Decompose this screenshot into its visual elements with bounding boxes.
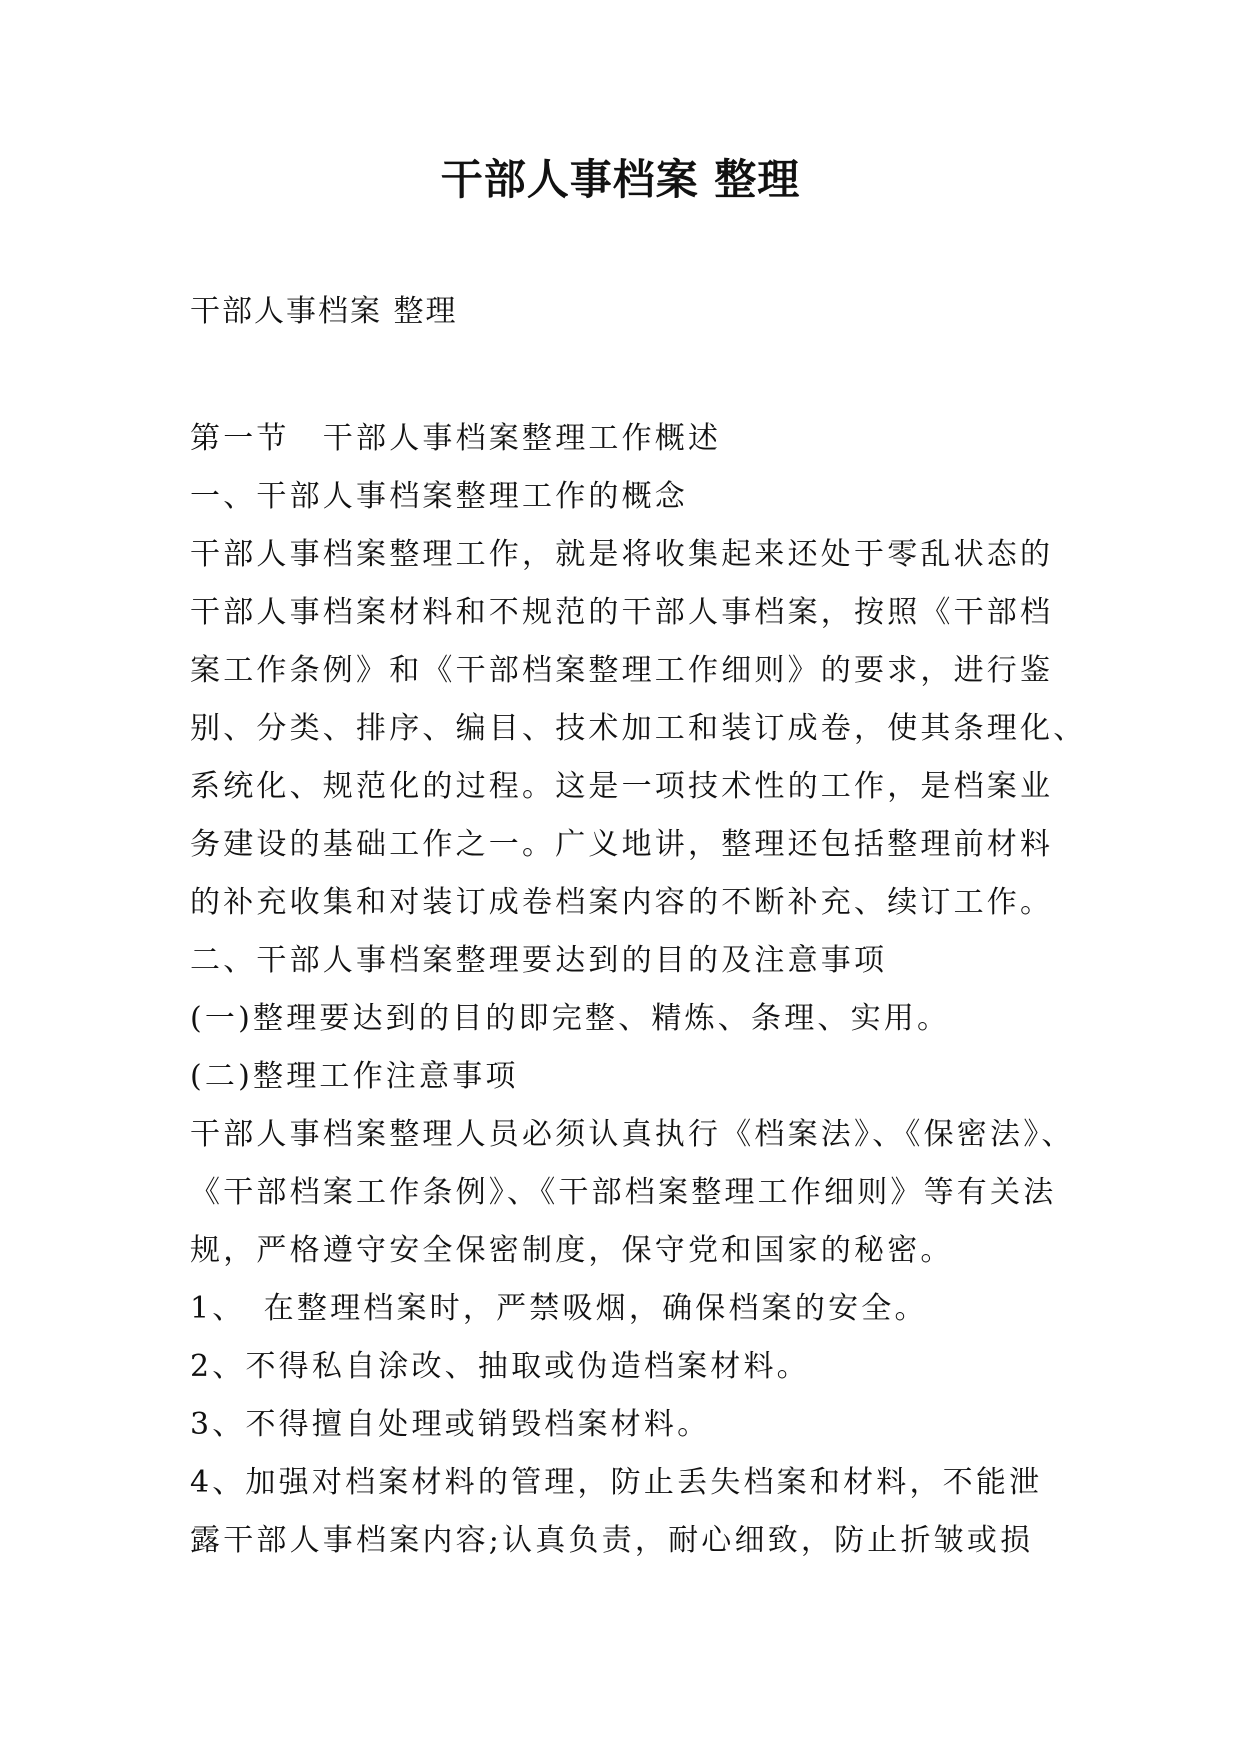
document-body (190, 410, 1110, 1570)
list-item: 2、不得私自涂改、抽取或伪造档案材料。 (190, 1349, 810, 1384)
list-item: 4、加强对档案材料的管理，防止丢失档案和材料，不能泄 (190, 1465, 1043, 1500)
document-subtitle: 干部人事档案 整理 (190, 294, 458, 329)
list-item: 1、 在整理档案时，严禁吸烟，确保档案的安全。 (190, 1291, 928, 1326)
list-item: (二)整理工作注意事项 (190, 1059, 519, 1094)
subsection-heading: 二、干部人事档案整理要达到的目的及注意事项 (190, 943, 888, 978)
paragraph-line: 别、分类、排序、编目、技术加工和装订成卷，使其条理化、 (190, 711, 1087, 746)
paragraph-line: 干部人事档案材料和不规范的干部人事档案，按照《干部档 (190, 595, 1054, 630)
paragraph-line: 露干部人事档案内容;认真负责，耐心细致，防止折皱或损 (190, 1523, 1034, 1558)
paragraph-line: 干部人事档案整理工作，就是将收集起来还处于零乱状态的 (190, 537, 1054, 572)
document-title: 干部人事档案 整理 (440, 155, 801, 204)
paragraph-line: 干部人事档案整理人员必须认真执行《档案法》、《保密法》、 (190, 1117, 1075, 1152)
paragraph-line: 案工作条例》和《干部档案整理工作细则》的要求，进行鉴 (190, 653, 1054, 688)
subsection-heading: 一、干部人事档案整理工作的概念 (190, 479, 688, 514)
paragraph-line: 的补充收集和对装订成卷档案内容的不断补充、续订工作。 (190, 885, 1054, 920)
paragraph-line: 系统化、规范化的过程。这是一项技术性的工作，是档案业 (190, 769, 1054, 804)
list-item: (一)整理要达到的目的即完整、精炼、条理、实用。 (190, 1001, 951, 1036)
paragraph-line: 规，严格遵守安全保密制度，保守党和国家的秘密。 (190, 1233, 954, 1268)
paragraph-line: 务建设的基础工作之一。广义地讲，整理还包括整理前材料 (190, 827, 1054, 862)
list-item: 3、不得擅自处理或销毁档案材料。 (190, 1407, 711, 1442)
paragraph-line: 《干部档案工作条例》、《干部档案整理工作细则》等有关法 (190, 1175, 1057, 1210)
section-heading: 第一节 干部人事档案整理工作概述 (190, 421, 722, 456)
